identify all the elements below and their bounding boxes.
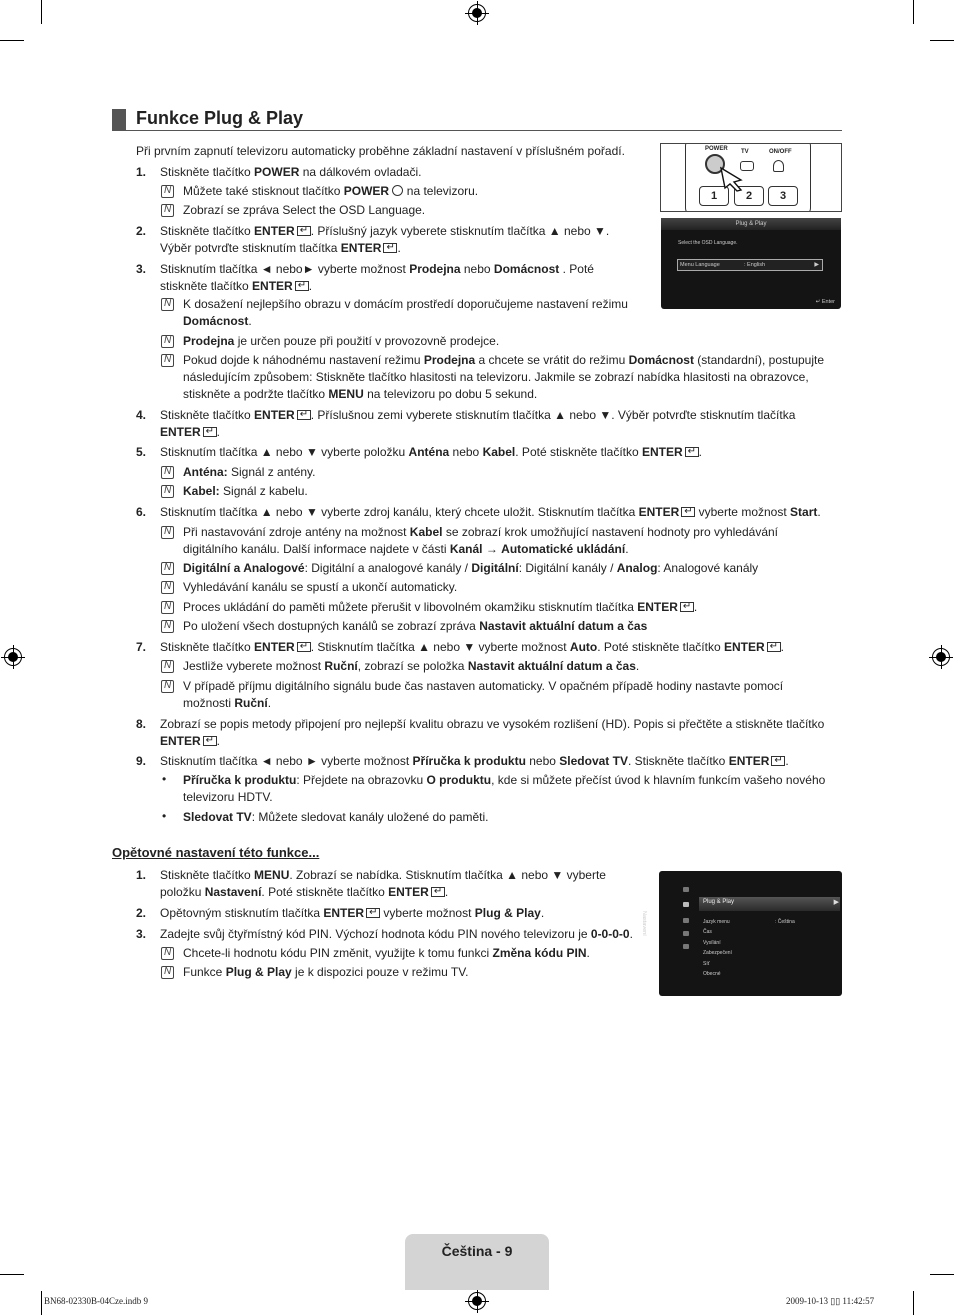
enter-icon xyxy=(297,226,311,236)
page-title: Funkce Plug & Play xyxy=(136,108,304,128)
note-text: Po uložení všech dostupných kanálů se zobrazí zpráva Nastavit aktuální datum a čas xyxy=(183,619,648,633)
note-icon xyxy=(161,947,174,960)
step-text: Stiskněte tlačítko POWER na dálkovém ovladači. xyxy=(160,165,422,179)
note-icon xyxy=(161,298,174,311)
step-text: Opětovným stisknutím tlačítka ENTER↵ vyberte možnost Plug & Play. xyxy=(160,905,544,922)
step-number: 3. xyxy=(136,927,147,941)
input-menu-icon xyxy=(683,944,689,949)
enter-icon xyxy=(767,642,781,652)
enter-icon xyxy=(295,281,309,291)
arrow-right-icon: ▶ xyxy=(833,899,839,906)
registration-mark-icon xyxy=(468,4,486,22)
note-icon xyxy=(161,485,174,498)
page-number: Čeština - 9 xyxy=(441,1243,513,1259)
step-text: Stiskněte tlačítko ENTER↵ . Příslušný jazyk vyberete stisknutím tlačítka ▲ nebo ▼. Výběr potvrďte stisknutím tlačítka ENTER↵ . xyxy=(160,223,640,257)
enter-icon xyxy=(431,887,445,897)
enter-icon xyxy=(685,447,699,457)
title-divider xyxy=(112,130,842,131)
registration-mark-icon xyxy=(468,1292,486,1310)
note-text: Při nastavování zdroje antény na možnost Kabel se zobrazí krok umožňující nastavení hodnoty pro vyhledávání digitálního kanálu. Další informace najdete v části Kanál → Automatické ukládání. xyxy=(183,525,779,556)
pointer-arrow-icon xyxy=(719,166,759,192)
remote-tv-label: TV xyxy=(741,149,749,155)
osd-enter-hint xyxy=(816,299,835,305)
sound-menu-icon xyxy=(683,918,689,923)
step-text: Stiskněte tlačítko ENTER↵ . Stisknutím tlačítka ▲ nebo ▼ vyberte možnost Auto. Poté stiskněte tlačítko ENTER↵ . xyxy=(160,639,784,656)
step-text: Stisknutím tlačítka ◄ nebo ► vyberte možnost Příručka k produktu nebo Sledovat TV. Stiskněte tlačítko ENTER↵ . xyxy=(160,753,789,770)
osd-prompt: Select the OSD Language. xyxy=(678,240,738,246)
osd-setup-menu xyxy=(641,871,842,996)
crop-mark xyxy=(0,40,24,41)
osd-item: Vysílání xyxy=(703,940,721,946)
print-slug-date: 2009-10-13 ▯▯ 11:42:57 xyxy=(786,1296,875,1306)
note-text: Kabel: Signál z kabelu. xyxy=(183,484,308,498)
remote-key-3: 3 xyxy=(768,186,798,206)
crop-mark xyxy=(41,1291,42,1315)
osd-row-label: Menu Language xyxy=(680,262,720,268)
remote-illustration xyxy=(660,143,842,212)
osd-item: Obecné xyxy=(703,971,721,977)
step-number: 1. xyxy=(136,868,147,882)
remote-key-2: 2 xyxy=(734,186,764,206)
note-icon xyxy=(161,581,174,594)
step-number: 3. xyxy=(136,262,147,276)
registration-mark-icon xyxy=(932,648,950,666)
bullet: • xyxy=(162,772,167,786)
step-text: Stisknutím tlačítka ▲ nebo ▼ vyberte položku Anténa nebo Kabel. Poté stiskněte tlačítko ENTER↵ . xyxy=(160,444,702,461)
note-icon xyxy=(161,562,174,575)
note-icon xyxy=(161,601,174,614)
step-number: 1. xyxy=(136,165,147,179)
step-number: 4. xyxy=(136,408,147,422)
remote-key-1: 1 xyxy=(699,186,729,206)
step-number: 2. xyxy=(136,224,147,238)
step-number: 8. xyxy=(136,717,147,731)
note-icon xyxy=(161,335,174,348)
note-text: Prodejna je určen pouze při použití v provozovně prodejce. xyxy=(183,334,500,348)
step-text: Zobrazí se popis metody připojení pro nejlepší kvalitu obrazu ve vysokém rozlišení (HD). Popis si přečtěte a stiskněte tlačítko ENTER↵ . xyxy=(160,716,850,750)
osd-side-label: Nastavení xyxy=(641,911,647,936)
crop-mark xyxy=(930,1274,954,1275)
crop-mark xyxy=(913,1291,914,1315)
note-text: Anténa: Signál z antény. xyxy=(183,465,316,479)
note-icon xyxy=(161,680,174,693)
step-text: Stisknutím tlačítka ◄ nebo► vyberte možnost Prodejna nebo Domácnost . Poté stiskněte tlačítko ENTER↵ . xyxy=(160,261,640,295)
note-text: Jestliže vyberete možnost Ruční, zobrazí se položka Nastavit aktuální datum a čas. xyxy=(183,659,640,673)
enter-icon: ↵ xyxy=(815,299,822,305)
enter-icon xyxy=(680,602,694,612)
step-text: Stiskněte tlačítko ENTER↵ . Příslušnou zemi vyberete stisknutím tlačítka ▲ nebo ▼. Výběr potvrďte stisknutím tlačítka ENTER↵ . xyxy=(160,407,840,441)
osd-language-screen xyxy=(661,218,841,309)
note-text: Vyhledávání kanálu se spustí a ukončí automaticky. xyxy=(183,580,458,594)
note-text: Chcete-li hodnotu kódu PIN změnit, využijte k tomu funkci Změna kódu PIN. xyxy=(183,946,590,960)
step-number: 2. xyxy=(136,906,147,920)
enter-icon xyxy=(203,427,217,437)
osd-enter-label: Enter xyxy=(821,299,835,305)
enter-icon xyxy=(681,507,695,517)
note-icon xyxy=(161,966,174,979)
registration-mark-icon xyxy=(4,648,22,666)
enter-icon xyxy=(203,736,217,746)
arrow-right-icon: ▶ xyxy=(814,262,819,268)
note-icon xyxy=(161,526,174,539)
note-icon xyxy=(161,466,174,479)
note-text: K dosažení nejlepšího obrazu v domácím prostředí doporučujeme nastavení režimu Domácnost. xyxy=(183,297,628,328)
bullet: • xyxy=(162,809,167,823)
note-text: Pokud dojde k náhodnému nastavení režimu Prodejna a chcete se vrátit do režimu Domácnost (standardní), postupujte následujícím způsobem: Stiskněte tlačítko hlasitosti na televizoru. Jakmile se zobrazí nabídka hlasitosti na obrazovce, stiskněte a podržte tlačítko MENU na televizoru po dobu 5 sekund. xyxy=(183,353,825,401)
remote-onoff-label: ON/OFF xyxy=(769,149,792,155)
channel-menu-icon xyxy=(683,931,689,936)
step-number: 7. xyxy=(136,640,147,654)
crop-mark xyxy=(930,40,954,41)
note-text: Digitální a Analogové: Digitální a analogové kanály / Digitální: Digitální kanály / Analog: Analogové kanály xyxy=(183,561,759,575)
power-icon xyxy=(392,185,403,196)
note-text: Proces ukládání do paměti můžete přerušit v libovolném okamžiku stisknutím tlačítka ENTER↵ . xyxy=(183,599,697,616)
bullet-text: Sledovat TV: Můžete sledovat kanály uložené do paměti. xyxy=(183,810,489,824)
setup-menu-icon xyxy=(683,902,689,907)
step-text: Stisknutím tlačítka ▲ nebo ▼ vyberte zdroj kanálu, který chcete uložit. Stisknutím tlačítka ENTER↵ vyberte možnost Start. xyxy=(160,504,821,521)
osd-item: Jazyk menu xyxy=(703,919,730,925)
bullet-text: Příručka k produktu: Přejdete na obrazovku O produktu, kde si můžete přečíst úvod k hlavním funkcím vašeho nového televizoru HDTV. xyxy=(183,773,826,804)
note-icon xyxy=(161,620,174,633)
note-text: Můžete také stisknout tlačítko POWER na televizoru. xyxy=(183,184,479,198)
print-slug-file: BN68-02330B-04Cze.indb 9 xyxy=(44,1296,148,1306)
enter-icon xyxy=(383,243,397,253)
crop-mark xyxy=(41,0,42,24)
osd-header: Plug & Play xyxy=(661,218,841,230)
osd-selected-label: Plug & Play xyxy=(703,899,735,905)
osd-item: Čas xyxy=(703,929,712,935)
note-icon xyxy=(161,354,174,367)
crop-mark xyxy=(0,1274,24,1275)
step-text: Stiskněte tlačítko MENU. Zobrazí se nabídka. Stisknutím tlačítka ▲ nebo ▼ vyberte položku Nastavení. Poté stiskněte tlačítko ENTER↵ . xyxy=(160,867,640,901)
osd-language-row xyxy=(677,259,823,271)
crop-mark xyxy=(913,0,914,24)
onoff-button-icon xyxy=(773,160,784,172)
section-subtitle: Opětovné nastavení této funkce... xyxy=(112,845,320,860)
note-text: V případě příjmu digitálního signálu bude čas nastaven automaticky. V opačném případě hodiny nastavte pomocí možnosti Ruční. xyxy=(183,679,784,710)
intro-text: Při prvním zapnutí televizoru automaticky proběhne základní nastavení v příslušném pořadí. xyxy=(136,144,625,158)
osd-item-value: : Čeština xyxy=(775,919,795,925)
step-text: Zadejte svůj čtyřmístný kód PIN. Výchozí hodnota kódu PIN nového televizoru je 0-0-0-0. xyxy=(160,927,633,941)
note-text: Zobrazí se zpráva Select the OSD Language. xyxy=(183,203,426,217)
note-icon xyxy=(161,185,174,198)
picture-menu-icon xyxy=(683,887,689,892)
osd-item: Síť xyxy=(703,961,710,967)
enter-icon xyxy=(771,756,785,766)
osd-item: Zabezpečení xyxy=(703,950,732,956)
note-icon xyxy=(161,660,174,673)
step-number: 9. xyxy=(136,754,147,768)
enter-icon xyxy=(297,410,311,420)
title-marker xyxy=(112,109,126,130)
note-icon xyxy=(161,204,174,217)
step-number: 5. xyxy=(136,445,147,459)
osd-row-value: : English xyxy=(744,262,766,268)
note-text: Funkce Plug & Play je k dispozici pouze v režimu TV. xyxy=(183,965,469,979)
enter-icon xyxy=(297,642,311,652)
enter-icon xyxy=(366,908,380,918)
step-number: 6. xyxy=(136,505,147,519)
remote-power-label: POWER xyxy=(705,146,728,152)
